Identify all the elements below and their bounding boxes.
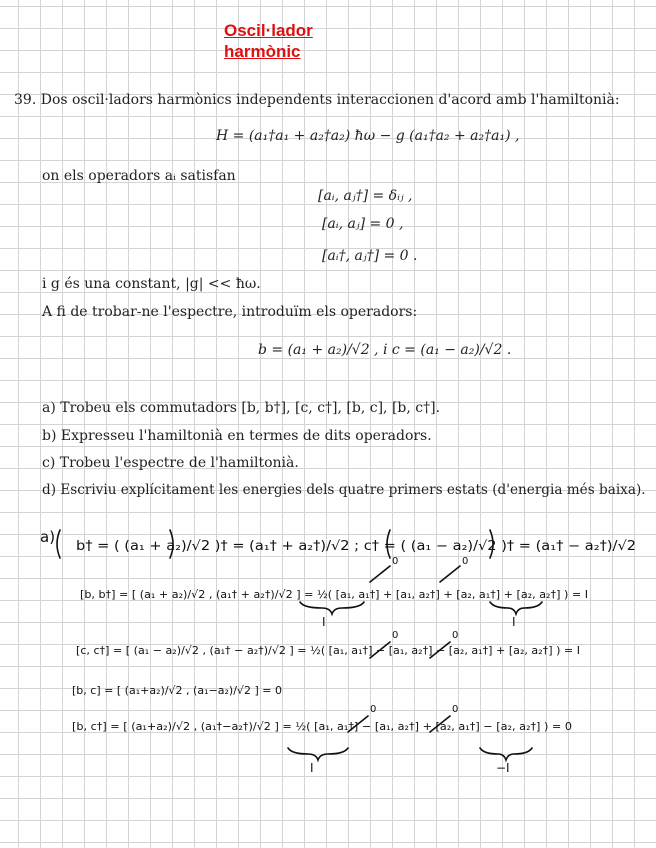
new-operators-definition: b = (a₁ + a₂)/√2 , i c = (a₁ − a₂)/√2 .	[258, 342, 512, 358]
question-a: a) Trobeu els commutadors [b, b†], [c, c†], [b, c], [b, c†].	[42, 400, 441, 416]
question-d: d) Escriviu explícitament les energies dels quatre primers estats (d'energia més baixa).	[42, 482, 646, 498]
question-b: b) Expresseu l'hamiltonià en termes de dits operadors.	[42, 428, 432, 444]
handwritten-line-2: [b, b†] = [ (a₁ + a₂)/√2 , (a₁† + a₂†)/√2 ] = ½( [a₁, a₁†] + [a₁, a₂†] + [a₂, a₁†] + [a₂, a₂†] ) = I	[80, 588, 588, 601]
handwritten-label: a)	[40, 528, 56, 546]
cancel-zero-2: 0	[462, 556, 469, 567]
constant-line: i g és una constant, |g| << ħω.	[42, 276, 261, 292]
title-line-1: Oscil·lador	[224, 21, 313, 40]
handwriting-svg	[0, 520, 656, 848]
question-c: c) Trobeu l'espectre de l'hamiltonià.	[42, 455, 299, 471]
handwritten-line-4: [b, c] = [ (a₁+a₂)/√2 , (a₁−a₂)/√2 ] = 0	[72, 684, 282, 697]
problem-number: 39.	[14, 92, 37, 108]
handwritten-line-5: [b, c†] = [ (a₁+a₂)/√2 , (a₁†−a₂†)/√2 ] = ½( [a₁, a₁†] − [a₁, a₂†] + [a₂, a₁†] − [a₂, a₂†] ) = 0	[72, 720, 572, 733]
spectrum-intro: A fi de trobar-ne l'espectre, introduïm els operadors:	[42, 304, 418, 320]
cancel-zero-5: 0	[370, 704, 377, 715]
underbrace-label-minus-I: −I	[496, 761, 510, 775]
cancel-zero-4: 0	[452, 630, 459, 641]
underbrace-label-I-3: I	[310, 761, 314, 775]
problem-statement-line	[14, 92, 620, 108]
commutator-relation-1: [aᵢ, aⱼ†] = δᵢⱼ ,	[318, 188, 413, 204]
hamiltonian-equation: H = (a₁†a₁ + a₂†a₂) ħω − g (a₁†a₂ + a₂†a₁) ,	[216, 128, 520, 144]
cancel-zero-1: 0	[392, 556, 399, 567]
title-line-2: harmònic	[224, 42, 301, 61]
underbrace-label-I-2: I	[512, 615, 516, 629]
cancel-zero-6: 0	[452, 704, 459, 715]
underbrace-label-I-1: I	[322, 615, 326, 629]
handwritten-solution	[0, 520, 656, 848]
commutator-relation-3: [aᵢ†, aⱼ†] = 0 .	[322, 248, 418, 264]
operators-intro: on els operadors aᵢ satisfan	[42, 168, 236, 184]
cancel-zero-3: 0	[392, 630, 399, 641]
problem-intro: Dos oscil·ladors harmònics independents interaccionen d'acord amb l'hamiltonià:	[40, 92, 620, 108]
handwritten-line-1: b† = ( (a₁ + a₂)/√2 )† = (a₁† + a₂†)/√2 ; c† = ( (a₁ − a₂)/√2 )† = (a₁† − a₂†)/√2	[76, 539, 636, 554]
commutator-relation-2: [aᵢ, aⱼ] = 0 ,	[322, 216, 404, 232]
handwritten-line-3: [c, c†] = [ (a₁ − a₂)/√2 , (a₁† − a₂†)/√2 ] = ½( [a₁, a₁†] − [a₁, a₂†] − [a₂, a₁†] + [a₂, a₂†] ) = I	[76, 644, 580, 657]
